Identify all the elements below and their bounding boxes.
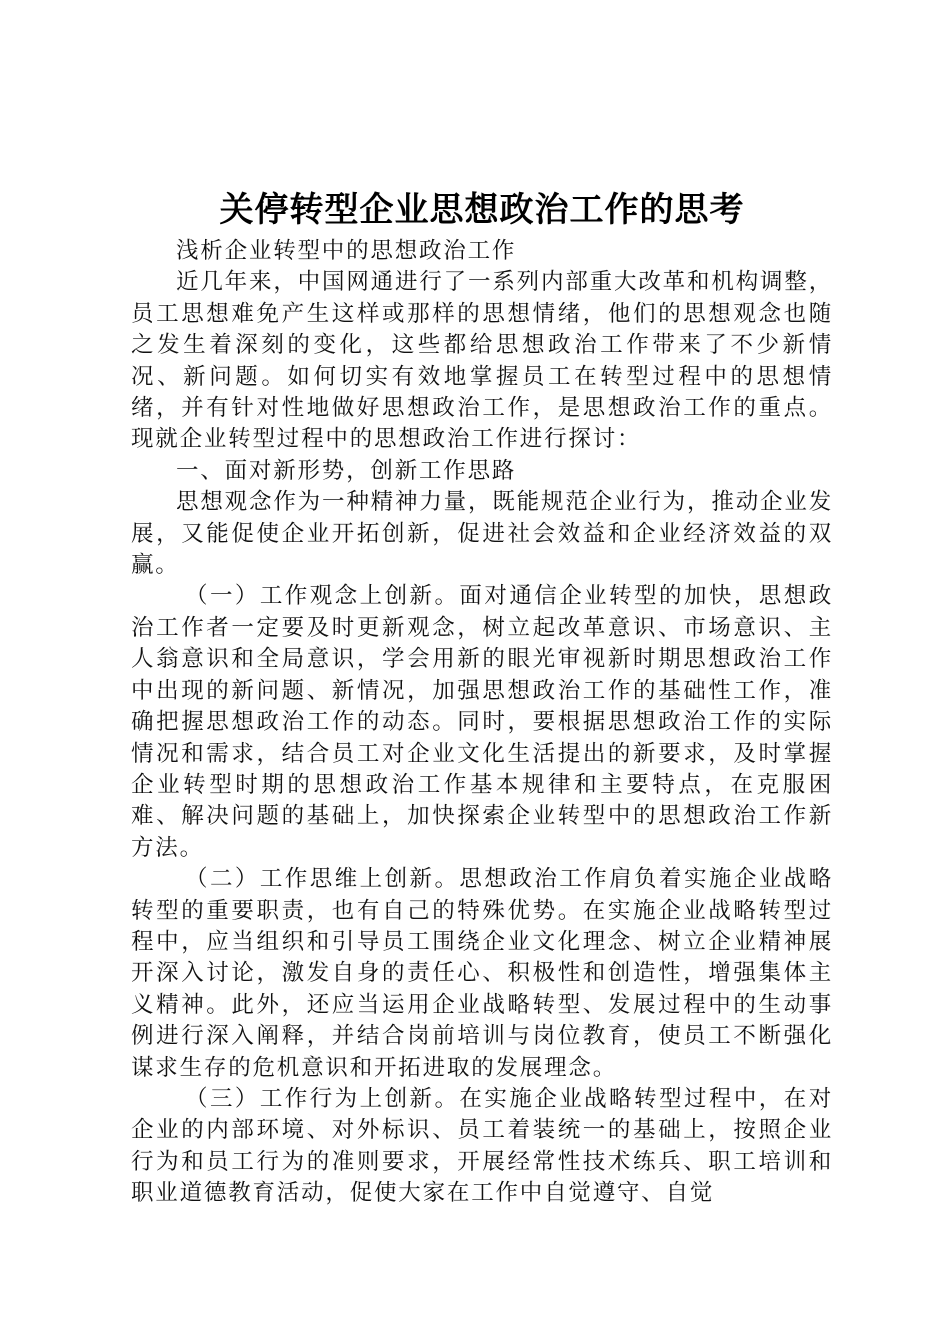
document-body <box>131 186 833 1210</box>
document-title: 关停转型企业思想政治工作的思考 <box>219 190 745 230</box>
section-heading: 一、面对新形势，创新工作思路 <box>176 457 517 484</box>
subtitle-paragraph: 浅析企业转型中的思想政治工作 <box>176 238 517 264</box>
body-paragraph: 思想观念作为一种精神力量，既能规范企业行为，推动企业发展，又能促使企业开拓创新，促进社会效益和企业经济效益的双赢。 <box>131 489 833 579</box>
intro-paragraph: 近几年来，中国网通进行了一系列内部重大改革和机构调整，员工思想难免产生这样或那样的思想情绪，他们的思想观念也随之发生着深刻的变化，这些都给思想政治工作带来了不少新情况、新问题。如何切实有效地掌握员工在转型过程中的思想情绪，并有针对性地做好思想政治工作，是思想政治工作的重点。现就企业转型过程中的思想政治工作进行探讨： <box>131 269 833 453</box>
subsection-paragraph-3: （三）工作行为上创新。在实施企业战略转型过程中，在对企业的内部环境、对外标识、员工着装统一的基础上，按照企业行为和员工行为的准则要求，开展经常性技术练兵、职工培训和职业道德教育活动，促使大家在工作中自觉遵守、自觉 <box>131 1085 833 1207</box>
subsection-paragraph-1: （一）工作观念上创新。面对通信企业转型的加快，思想政治工作者一定要及时更新观念，树立起改革意识、市场意识、主人翁意识和全局意识，学会用新的眼光审视新时期思想政治工作中出现的新问题、新情况，加强思想政治工作的基础性工作，准确把握思想政治工作的动态。同时，要根据思想政治工作的实际情况和需求，结合员工对企业文化生活提出的新要求，及时掌握企业转型时期的思想政治工作基本规律和主要特点，在克服困难、解决问题的基础上，加快探索企业转型中的思想政治工作新方法。 <box>131 583 833 861</box>
subsection-paragraph-2: （二）工作思维上创新。思想政治工作肩负着实施企业战略转型的重要职责，也有自己的特殊优势。在实施企业战略转型过程中，应当组织和引导员工围绕企业文化理念、树立企业精神展开深入讨论，激发自身的责任心、积极性和创造性，增强集体主义精神。此外，还应当运用企业战略转型、发展过程中的生动事例进行深入阐释，并结合岗前培训与岗位教育，使员工不断强化谋求生存的危机意识和开拓进取的发展理念。 <box>131 866 833 1081</box>
